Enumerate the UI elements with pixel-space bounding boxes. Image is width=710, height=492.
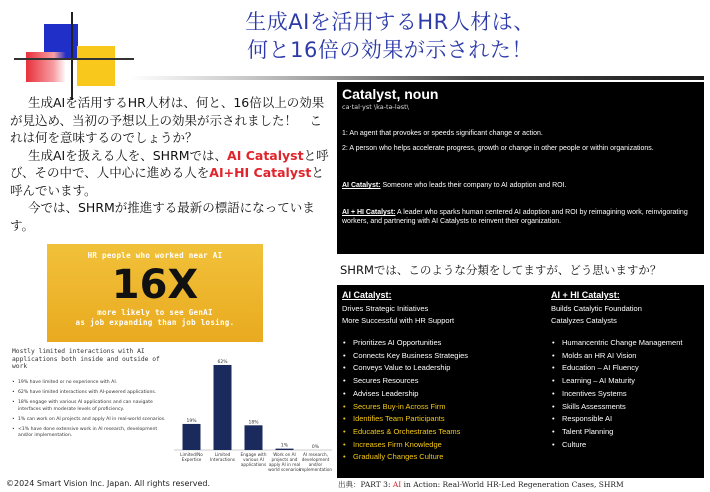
chart-bar [245,425,263,450]
definition-pronunciation: ca·tal·yst \ka-tə-ləst\ [342,103,409,111]
banner-bottom-line-1: more likely to see GenAI [97,308,213,317]
logo-horizontal-line [14,58,134,60]
definition-aihi-catalyst: AI + HI Catalyst: A leader who sparks human centered AI adoption and ROI by reimagining work, reinvigorating workers, and partnering with AI Catalysts to reinvent their organization. [342,209,688,225]
slide-title [200,8,580,64]
aihi-catalyst-subtitle: Builds Catalytic Foundation Catalyzes Catalysts [551,304,642,325]
ai-catalyst-column [342,290,542,464]
chart-category-label: Limited/No Expertise [180,452,203,462]
ai-catalyst-item: • Secures Resources [342,375,542,388]
source-citation: 出典：PART 3: AI in Action: Real-World HR-Led Regeneration Cases, SHRM [338,480,624,489]
paragraph-2: 生成AIを扱える人を、SHRMでは、AI Catalystと呼び、その中で、人中心に進める人をAI+HI Catalystと呼んでいます。 [10,147,329,198]
chart-data-label: 0% [311,445,320,450]
aihi-catalyst-item: • Education – AI Fluency [551,362,703,375]
aihi-catalyst-list [551,337,703,451]
title-line-1: 生成AIを活用するHR人材は、 [245,10,535,34]
chart-bar [214,365,232,450]
chart-category-label: AI research, development and/or implementation [298,452,333,472]
ai-catalyst-item: • Secures Buy-in Across Firm [342,401,542,414]
mini-chart-bullets [12,380,172,443]
logo-red-square [26,52,66,82]
ai-catalyst-item: • Educates & Orchestrates Teams [342,426,542,439]
body-text [10,94,330,234]
highlight-ai-catalyst: AI Catalyst [227,147,304,163]
aihi-catalyst-item: • Incentives Systems [551,388,703,401]
ai-catalyst-list [342,337,542,464]
chart-category-label: Work on AI projects and apply AI in real world scenarios [268,452,301,472]
mini-chart-bullet: • 18% engage with various AI applications and can navigate interfaces with moderate levels of proficiency. [12,400,172,412]
highlight-aihi-catalyst: AI+HI Catalyst [209,165,312,180]
chart-bar [183,424,201,450]
mini-chart [10,348,338,478]
paragraph-1: 生成AIを活用するHR人材は、何と、16倍以上の効果が見込め、当初の予想以上の効果が示されました！ これは何を意味するのでしょうか？ [10,95,325,145]
aihi-catalyst-item: • Skills Assessments [551,401,703,414]
chart-category-label: Limited Interactions [210,452,235,462]
banner-top-text: HR people who worked near AI [87,251,223,260]
definition-1: 1: An agent that provokes or speeds significant change or action. [342,130,543,137]
mini-chart-title: Mostly limited interactions with AI applications both inside and outside of work [12,348,160,370]
aihi-catalyst-column [551,290,703,451]
definition-title: Catalyst, noun [342,86,439,102]
banner-big-number: 16X [111,262,199,308]
chart-data-label: 1% [280,443,289,449]
logo-vertical-line [71,12,73,100]
mini-chart-bullet: • 62% have limited interactions with AI-powered applications. [12,390,172,396]
definition-2: 2: A person who helps accelerate progress, growth or change in other people or within organizations. [342,145,654,152]
aihi-catalyst-item: • Culture [551,439,703,452]
title-line-2: 何と16倍の効果が示された！ [247,38,533,62]
ai-catalyst-item: • Increases Firm Knowledge [342,439,542,452]
aihi-catalyst-item: • Molds an HR AI Vision [551,350,703,363]
mini-chart-bullet: • 19% have limited or no experience with AI. [12,380,172,386]
mini-chart-bullet: • <1% have done extensive work in AI research, development and/or implementation. [12,427,172,439]
aihi-catalyst-heading: AI + HI Catalyst: [551,290,620,300]
ai-catalyst-subtitle: Drives Strategic Initiatives More Successful with HR Support [342,304,455,325]
bar-chart [172,348,336,476]
aihi-catalyst-item: • Humancentric Change Management [551,337,703,350]
chart-data-label: 62% [217,359,228,365]
ai-catalyst-item: • Gradually Changes Culture [342,451,542,464]
paragraph-3: 今では、SHRMが推進する最新の標語になっています。 [10,200,315,233]
chart-data-label: 18% [248,420,259,426]
aihi-catalyst-item: • Learning – AI Maturity [551,375,703,388]
logo-yellow-square [77,46,115,86]
ai-catalyst-heading: AI Catalyst: [342,290,392,300]
stat-banner [47,244,263,342]
ai-catalyst-item: • Conveys Value to Leadership [342,362,542,375]
question-text: SHRMでは、このような分類をしてますが、どう思いますか？ [340,263,662,277]
chart-category-label: Engage with various AI applications [240,452,267,467]
aihi-catalyst-item: • Responsible AI [551,413,703,426]
chart-bar [276,449,294,450]
definition-panel [337,82,704,254]
title-underline [130,76,704,80]
mini-chart-bullet: • 1% can work on AI projects and apply AI in real-world scenarios. [12,417,172,423]
definition-ai-catalyst: AI Catalyst: Someone who leads their company to AI adoption and ROI. [342,182,567,189]
classification-panel [337,285,704,478]
ai-catalyst-item: • Advises Leadership [342,388,542,401]
ai-catalyst-item: • Connects Key Business Strategies [342,350,542,363]
copyright: ©2024 Smart Vision Inc. Japan. All rights reserved. [6,479,211,488]
ai-catalyst-item: • Prioritizes AI Opportunities [342,337,542,350]
banner-bottom-line-2: as job expanding than job losing. [75,318,235,327]
aihi-catalyst-item: • Talent Planning [551,426,703,439]
chart-data-label: 19% [186,418,197,424]
ai-catalyst-item: • Identifies Team Participants [342,413,542,426]
